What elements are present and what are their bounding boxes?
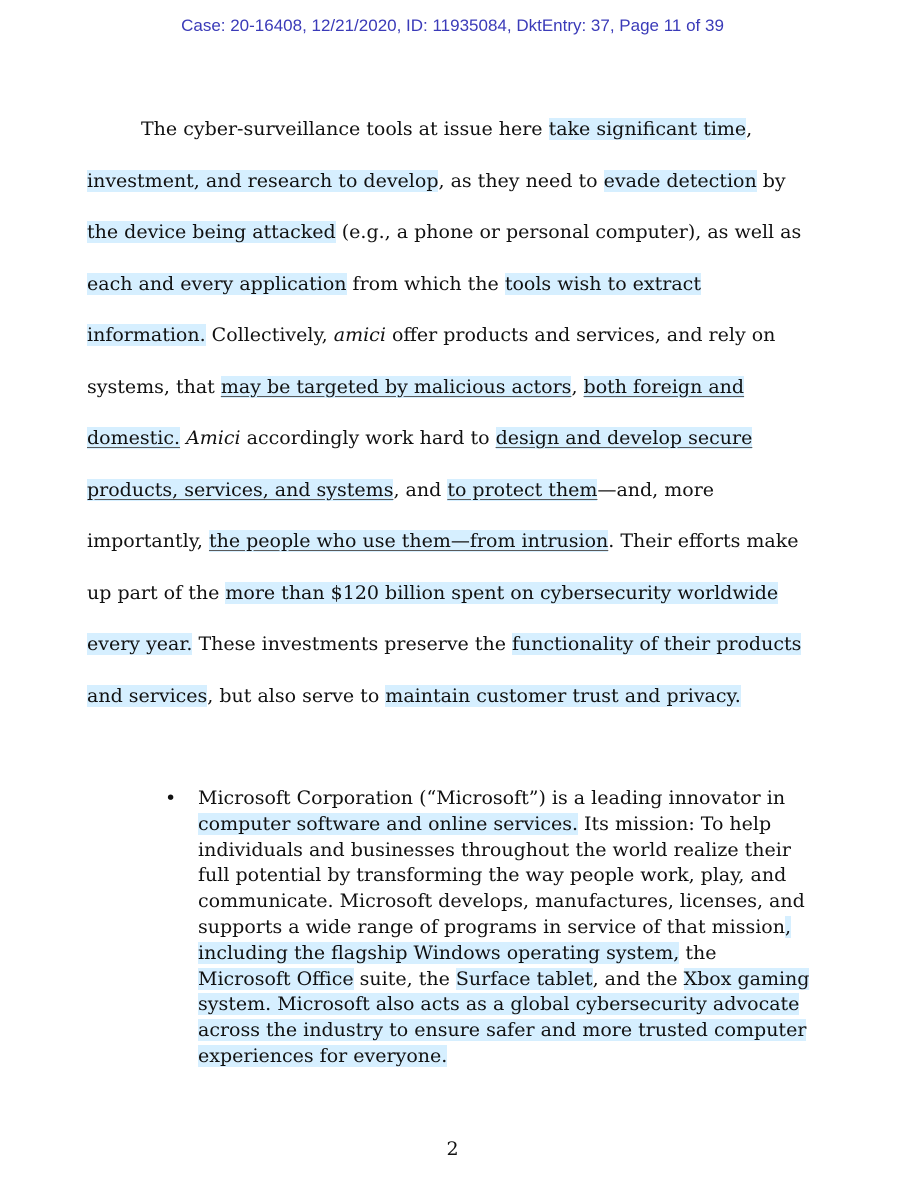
text-run: Microsoft Corporation (“Microsoft”) is a leading innovator in — [198, 787, 786, 809]
text-run: , — [746, 118, 753, 140]
text-run: . Their efforts make up part of the — [87, 530, 799, 604]
highlight-underline-run: may be targeted by malicious actors — [220, 375, 572, 398]
text-run: , and the — [592, 967, 684, 990]
text-run: the — [679, 941, 717, 964]
highlight-run: functionality of their products and services — [87, 633, 802, 707]
text-run: These investments preserve the — [192, 633, 512, 655]
highlight-run: take significant time — [548, 118, 747, 140]
highlight-underline-run: design and develop secure products, services, and systems — [87, 427, 753, 501]
text-run: , but also serve to — [207, 684, 386, 707]
text-run: from which the — [346, 272, 505, 295]
highlight-run: maintain customer trust and privacy. — [385, 684, 741, 707]
highlight-run: the device being attacked — [87, 221, 336, 243]
bullet-text — [198, 786, 813, 1070]
highlight-run: , including the flagship Windows operating system, — [198, 915, 792, 964]
highlight-run: computer software and online services. — [198, 812, 578, 835]
highlight-underline-run: both foreign and domestic. — [87, 375, 745, 449]
text-run: (e.g., a phone or personal computer), as well as — [335, 221, 802, 243]
text-run: , and — [393, 478, 448, 501]
text-run: , as they need to — [438, 169, 604, 192]
highlight-run: Xbox gaming system. Microsoft also acts as a global cybersecurity advocate across the industry to ensure safer and more trusted computer experiences for everyone. — [198, 967, 810, 1067]
text-run: offer products and services, and rely on systems, that — [87, 324, 776, 398]
highlight-underline-run: to protect them — [447, 478, 598, 501]
text-run: Collectively, — [205, 324, 334, 346]
highlight-run: investment, and research to develop — [87, 169, 439, 192]
text-run: , — [571, 375, 584, 398]
text-run: Its mission: To help individuals and businesses throughout the world realize their full potential by transforming the way people work, play, and communicate. Microsoft develops, manufactures, licenses, and supports a wide range of programs in service of that mission — [198, 812, 805, 938]
amici-italic: amici — [333, 324, 386, 346]
text-run: accordingly work hard to — [240, 427, 496, 449]
highlight-run: each and every application — [87, 272, 347, 295]
text-run: by — [756, 169, 786, 192]
highlight-run: tools wish to extract information. — [87, 272, 701, 346]
body-paragraph — [87, 104, 807, 722]
case-header: Case: 20-16408, 12/21/2020, ID: 11935084, DktEntry: 37, Page 11 of 39 — [181, 16, 724, 35]
text-run: —and, more importantly, — [87, 478, 715, 552]
bullet-icon: • — [165, 787, 177, 809]
highlight-run: more than $120 billion spent on cybersecurity worldwide every year. — [87, 581, 779, 655]
amici-italic: Amici — [186, 427, 241, 449]
text-run: The cyber-surveillance tools at issue here — [141, 118, 549, 140]
text-run: suite, the — [353, 967, 456, 990]
bullet-item-microsoft — [165, 786, 815, 1070]
highlight-run: Surface tablet — [455, 967, 593, 990]
highlight-run: evade detection — [603, 169, 757, 192]
page-number: 2 — [446, 1138, 459, 1160]
highlight-run: Microsoft Office — [198, 967, 354, 990]
highlight-underline-run: the people who use them—from intrusion — [208, 530, 609, 552]
